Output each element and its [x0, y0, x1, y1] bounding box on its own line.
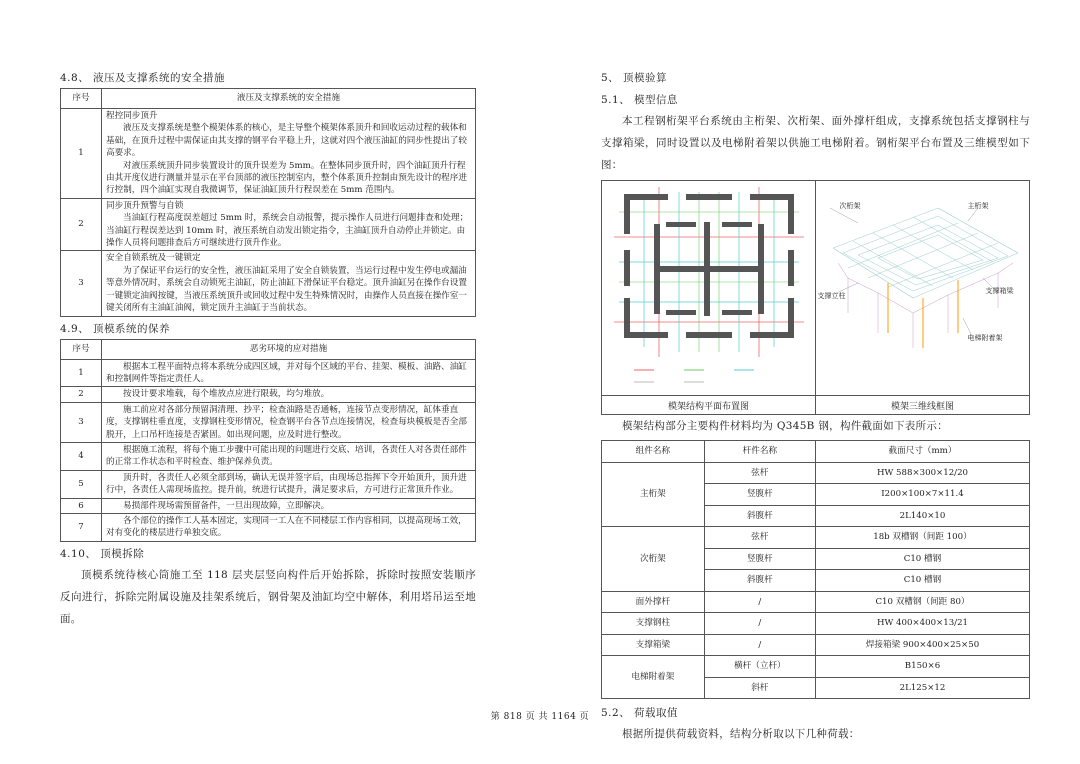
table-header-component: 组件名称: [602, 441, 705, 463]
component-name: 次桁架: [602, 527, 705, 592]
table-row: [61, 109, 476, 199]
row-content: [102, 470, 476, 498]
member-section-table: [601, 440, 1030, 699]
section-4-9-heading: 4.9、 顶模系统的保养: [60, 322, 171, 335]
component-name: 面外撑杆: [602, 591, 705, 613]
label-main-truss: 主桁架: [967, 202, 989, 210]
row-text: 为了保证平台运行的安全性，液压油缸采用了安全自锁装置，当运行过程中发生停电或漏油等意外情况时，系统会自动锁死主油缸，防止油缸下滑保证平台稳定。顶升油缸另在操作台设置一键锁定油阀按键，当液压系统顶升或回收过程中发生特殊情况时，由操作人员直接在操作室一键关闭所有主油缸油阀，锁定顶升主油缸于当前状态。: [106, 265, 467, 314]
section-size: 焊接箱梁 900×400×25×50: [815, 634, 1029, 656]
table-row: [61, 498, 476, 513]
section-5-heading: 5、 顶模验算: [601, 72, 668, 84]
section-size: B150×6: [815, 656, 1029, 678]
row-text: 各个部位的操作工人基本固定，实现同一工人在不同楼层工作内容相同，以提高现场工效，对有变化的楼层进行单独交底。: [106, 515, 467, 539]
row-number: 5: [61, 470, 102, 498]
table-row: [61, 198, 476, 251]
table-header-section: 截面尺寸（mm）: [815, 441, 1029, 463]
section-4-10-text: 顶模系统待核心筒施工至 118 层夹层竖向构件后开始拆除，拆除时按照安装顺序反向进行，拆除完附属设施及挂架系统后，钢骨架及油缸均空中解体，利用塔吊运至地面。: [60, 568, 476, 625]
table-header-num: 序号: [61, 89, 102, 109]
table-row: [61, 251, 476, 316]
component-name: 支撑钢柱: [602, 613, 705, 635]
row-content: [102, 498, 476, 513]
section-4-10-heading: 4.10、 顶模拆除: [60, 547, 145, 560]
row-content: [102, 387, 476, 402]
maintenance-table: [60, 339, 476, 542]
table-row: [61, 513, 476, 541]
row-number: 3: [61, 402, 102, 442]
row-number: 7: [61, 513, 102, 541]
table-row: [602, 656, 1030, 678]
label-support-box-beam: 支撑箱梁: [985, 287, 1014, 295]
safety-measures-table: [60, 88, 476, 317]
row-content: [102, 198, 476, 251]
section-4-8-heading: 4.8、 液压及支撑系统的安全措施: [60, 72, 226, 84]
row-text: 安全自锁系统及一键锁定: [106, 253, 201, 264]
table-row: [61, 387, 476, 402]
row-number: 4: [61, 442, 102, 470]
section-size: 18b 双槽钢（间距 100）: [815, 527, 1029, 549]
figure-table: [601, 180, 1030, 415]
section-size: HW 588×300×12/20: [815, 462, 1029, 484]
row-content: [102, 402, 476, 442]
row-number: 1: [61, 109, 102, 199]
label-support-column: 支撑立柱: [817, 292, 846, 300]
row-text: 顶升时，各责任人必须全部到场，确认无误并签字后，由现场总指挥下令开始顶升，顶升进行中，各责任人需现场监控。提升前，统进行试提升，满足要求后，方可进行正常顶升作业。: [106, 472, 467, 496]
table-row: [61, 359, 476, 387]
member-name: 斜腹杆: [704, 570, 815, 592]
row-number: 3: [61, 251, 102, 316]
table-row: [61, 442, 476, 470]
table-row: [602, 634, 1030, 656]
component-name: 支撑箱梁: [602, 634, 705, 656]
row-number: 1: [61, 359, 102, 387]
plan-layout-drawing: [604, 182, 814, 392]
table-row: [602, 462, 1030, 484]
plan-layout-figure: [602, 181, 816, 396]
row-content: [102, 513, 476, 541]
table-row: [61, 402, 476, 442]
row-text: 施工前应对各部分预留洞清理、抄平；检查油路是否通畅，连接节点变形情况，缸体垂直度，支撑钢柱垂直度，支撑钢柱变形情况，检查钢平台各节点连接情况，检查每块模板是否全部脱开，上口吊杆连接是否紧固。如出现问题，应及时进行整改。: [106, 404, 467, 440]
component-name: 主桁架: [602, 462, 705, 527]
table-header-num: 序号: [61, 339, 102, 359]
row-content: [102, 109, 476, 199]
member-name: /: [704, 634, 815, 656]
left-column: [60, 70, 476, 630]
member-name: 弦杆: [704, 527, 815, 549]
row-text: 根据施工流程，将每个施工步骤中可能出现的问题进行交底、培训，各责任人对各责任部件的正常工作状态和平时检查、维护保养负责。: [106, 444, 467, 468]
section-size: 2L125×12: [815, 677, 1029, 699]
row-text: 程控同步顶升: [106, 111, 158, 121]
label-elevator-bracket: 电梯附着架: [967, 334, 1003, 342]
page-footer: 第 818 页 共 1164 页: [490, 712, 590, 722]
fig-caption-right: 模架三维线框图: [816, 396, 1030, 415]
component-name: 电梯附着架: [602, 656, 705, 699]
member-name: 横杆（立杆）: [704, 656, 815, 678]
member-name: /: [704, 613, 815, 635]
section-size: 2L140×10: [815, 505, 1029, 527]
table-row: [602, 527, 1030, 549]
row-text: 易损部件现场需预留备件，一旦出现故障，立即解决。: [123, 500, 330, 511]
section-5-1-text: 本工程钢桁架平台系统由主桁架、次桁架、面外撑杆组成，支撑系统包括支撑钢柱与支撑箱梁，同时设置以及电梯附着架以供施工电梯附着。钢桁架平台布置及三维模型如下图：: [601, 115, 1030, 171]
section-size: C10 槽钢: [815, 570, 1029, 592]
member-name: 弦杆: [704, 462, 815, 484]
row-content: [102, 359, 476, 387]
label-secondary-truss: 次桁架: [839, 202, 861, 210]
row-number: 2: [61, 198, 102, 251]
section-size: C10 双槽钢（间距 80）: [815, 591, 1029, 613]
row-text: 同步顶升预警与自锁: [106, 200, 184, 211]
member-name: 竖腹杆: [704, 484, 815, 506]
3d-wireframe-figure: [816, 181, 1030, 396]
table-row: [602, 613, 1030, 635]
section-size: I200×100×7×11.4: [815, 484, 1029, 506]
table-row: [61, 470, 476, 498]
member-name: 斜杆: [704, 677, 815, 699]
member-name: /: [704, 591, 815, 613]
row-text: 对液压系统顶升同步装置设计的顶升误差为 5mm。在整体同步顶升时，四个油缸顶升行程由其开度仪进行测量并显示在平台顶部的液压控制室内，整个体系顶升控制由预先设计的程序进行控制，四个油缸实现自我微调节，保证油缸顶升行程误差在 5mm 范围内。: [106, 160, 467, 196]
row-text: 根据本工程平面特点将本系统分成四区域，并对每个区域的平台、挂架、模板、油路、油缸和控制网件等指定责任人。: [106, 361, 467, 384]
section-5-2-text: 根据所提供荷载资料，结构分析取以下几种荷载：: [622, 728, 860, 740]
section-5-2-heading: 5.2、 荷载取值: [601, 707, 679, 719]
section-size: HW 400×400×13/21: [815, 613, 1029, 635]
member-name: 竖腹杆: [704, 548, 815, 570]
table-header-content: 液压及支撑系统的安全措施: [102, 89, 476, 109]
table-row: [602, 591, 1030, 613]
section-size: C10 槽钢: [815, 548, 1029, 570]
table-intro-text: 模架结构部分主要构件材料均为 Q345B 钢，构件截面如下表所示：: [622, 420, 948, 432]
row-text: 液压及支撑系统是整个模架体系的核心，是主导整个模架体系顶升和回收运动过程的载体和基础，在顶升过程中需保证由其支撑的钢平台平稳上升，这就对四个液压油缸的同步性提出了较高要求。: [106, 123, 467, 159]
table-header-content: 恶劣环境的应对措施: [102, 339, 476, 359]
right-column: [601, 70, 1030, 745]
fig-caption-left: 模架结构平面布置图: [602, 396, 816, 415]
row-number: 6: [61, 498, 102, 513]
row-number: 2: [61, 387, 102, 402]
table-header-member: 杆件名称: [704, 441, 815, 463]
row-text: 当油缸行程高度误差超过 5mm 时，系统会自动报警，提示操作人员进行问题排查和处理；当油缸行程误差达到 10mm 时，液压系统自动发出锁定指令，主油缸顶升自动停止并锁定。由操作人员将问题排查后方可继续进行顶升作业。: [106, 213, 469, 249]
section-5-1-heading: 5.1、 模型信息: [601, 94, 679, 106]
row-content: [102, 251, 476, 316]
row-content: [102, 442, 476, 470]
member-name: 斜腹杆: [704, 505, 815, 527]
row-text: 按设计要求堆载，每个堆放点应进行限载，均匀堆放。: [123, 389, 330, 400]
